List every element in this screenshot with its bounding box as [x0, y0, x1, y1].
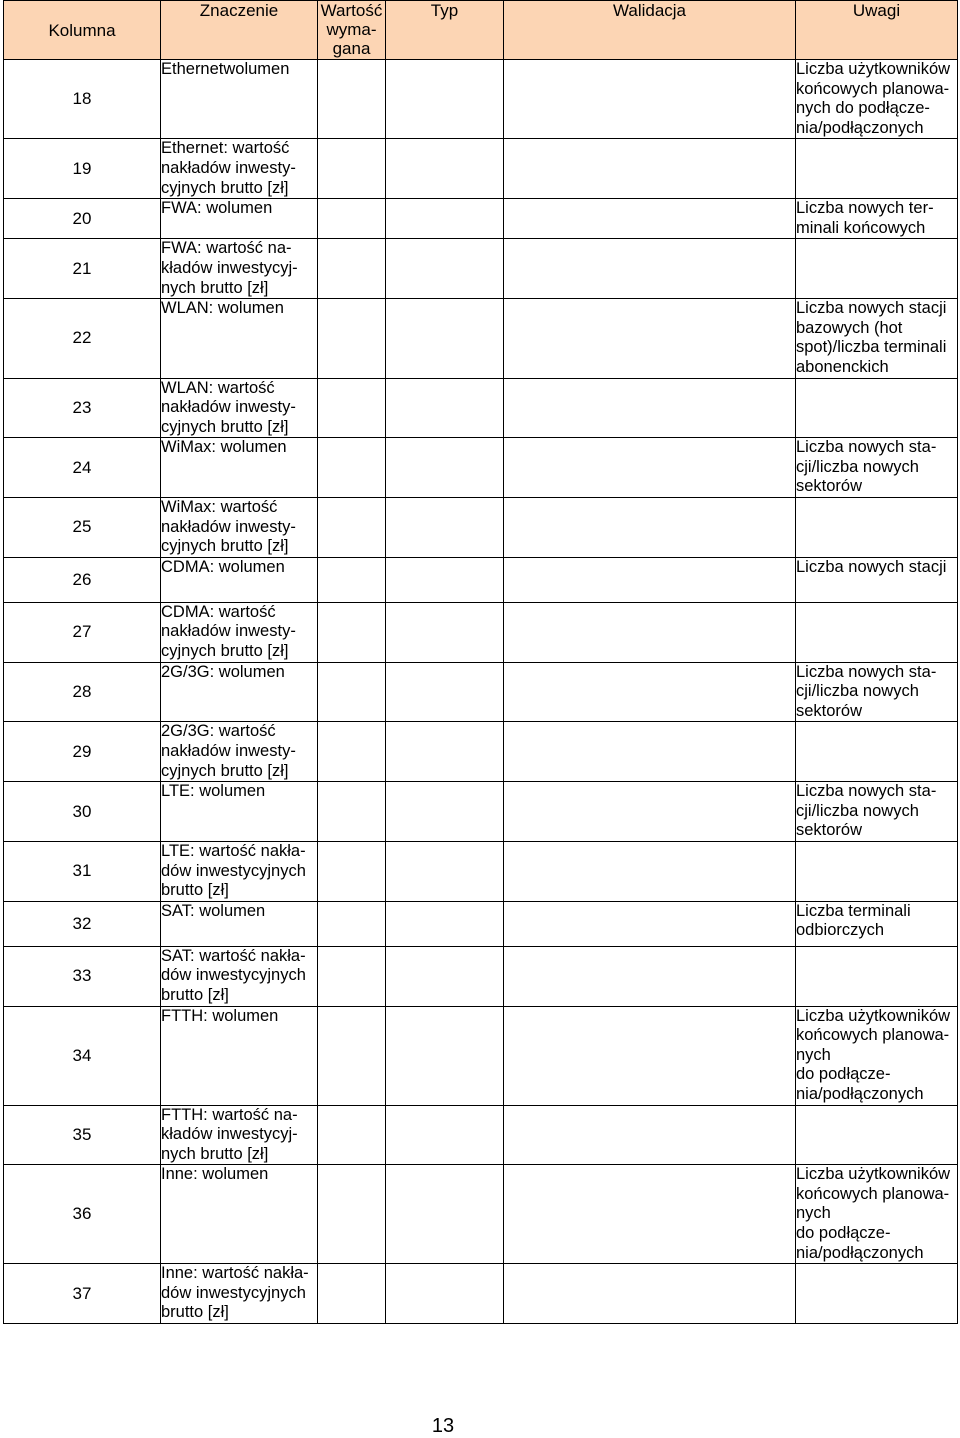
typ-cell [386, 722, 504, 782]
row-number: 35 [4, 1105, 161, 1165]
table-row [4, 662, 958, 722]
walidacja-cell [504, 557, 796, 602]
table-row [4, 1006, 958, 1105]
uwagi-cell: Liczba użytkowników końcowych planowa- nych do podłącze- nia/podłączonych [796, 1165, 958, 1264]
wartosc-cell [318, 662, 386, 722]
wartosc-cell [318, 782, 386, 842]
walidacja-cell [504, 602, 796, 662]
walidacja-cell [504, 139, 796, 199]
uwagi-cell [796, 1105, 958, 1165]
typ-cell [386, 782, 504, 842]
table-row [4, 299, 958, 378]
znaczenie-cell: FTTH: wolumen [161, 1006, 318, 1105]
typ-cell [386, 1264, 504, 1324]
znaczenie-cell: Ethernetwolumen [161, 60, 318, 139]
table-row [4, 1105, 958, 1165]
header-wartosc-wymagana: Wartość wyma- gana [318, 1, 386, 60]
row-number: 32 [4, 901, 161, 946]
header-row [4, 1, 958, 60]
znaczenie-cell: LTE: wartość nakła- dów inwestycyjnych brutto [zł] [161, 841, 318, 901]
row-number: 21 [4, 239, 161, 299]
uwagi-cell: Liczba użytkowników końcowych planowa- nych do podłącze- nia/podłączonych [796, 60, 958, 139]
uwagi-cell: Liczba nowych stacji bazowych (hot spot)/liczba terminali abonenckich [796, 299, 958, 378]
walidacja-cell [504, 299, 796, 378]
table-row [4, 722, 958, 782]
wartosc-cell [318, 299, 386, 378]
uwagi-cell: Liczba użytkowników końcowych planowa- nych do podłącze- nia/podłączonych [796, 1006, 958, 1105]
znaczenie-cell: SAT: wartość nakła- dów inwestycyjnych brutto [zł] [161, 946, 318, 1006]
wartosc-cell [318, 841, 386, 901]
walidacja-cell [504, 199, 796, 239]
wartosc-cell [318, 722, 386, 782]
header-typ: Typ [386, 1, 504, 60]
row-number: 28 [4, 662, 161, 722]
table-row [4, 946, 958, 1006]
table-row [4, 199, 958, 239]
row-number: 20 [4, 199, 161, 239]
wartosc-cell [318, 438, 386, 498]
walidacja-cell [504, 498, 796, 558]
table-row [4, 1264, 958, 1324]
typ-cell [386, 1165, 504, 1264]
table-row [4, 841, 958, 901]
walidacja-cell [504, 841, 796, 901]
header-uwagi: Uwagi [796, 1, 958, 60]
typ-cell [386, 60, 504, 139]
row-number: 25 [4, 498, 161, 558]
row-number: 27 [4, 602, 161, 662]
wartosc-cell [318, 1165, 386, 1264]
wartosc-cell [318, 1105, 386, 1165]
walidacja-cell [504, 662, 796, 722]
uwagi-cell [796, 498, 958, 558]
table-row [4, 782, 958, 842]
znaczenie-cell: CDMA: wartość nakładów inwesty- cyjnych brutto [zł] [161, 602, 318, 662]
header-znaczenie: Znaczenie [161, 1, 318, 60]
wartosc-cell [318, 901, 386, 946]
znaczenie-cell: WiMax: wolumen [161, 438, 318, 498]
table-row [4, 557, 958, 602]
walidacja-cell [504, 60, 796, 139]
row-number: 34 [4, 1006, 161, 1105]
table-row [4, 139, 958, 199]
walidacja-cell [504, 1006, 796, 1105]
uwagi-cell [796, 378, 958, 438]
row-number: 26 [4, 557, 161, 602]
uwagi-cell [796, 239, 958, 299]
row-number: 22 [4, 299, 161, 378]
wartosc-cell [318, 199, 386, 239]
uwagi-cell [796, 1264, 958, 1324]
row-number: 33 [4, 946, 161, 1006]
typ-cell [386, 901, 504, 946]
table-row [4, 60, 958, 139]
row-number: 19 [4, 139, 161, 199]
typ-cell [386, 602, 504, 662]
wartosc-cell [318, 946, 386, 1006]
wartosc-cell [318, 498, 386, 558]
uwagi-cell: Liczba nowych sta- cji/liczba nowych sektorów [796, 782, 958, 842]
wartosc-cell [318, 139, 386, 199]
table-row [4, 438, 958, 498]
walidacja-cell [504, 239, 796, 299]
znaczenie-cell: Inne: wartość nakła- dów inwestycyjnych brutto [zł] [161, 1264, 318, 1324]
row-number: 29 [4, 722, 161, 782]
typ-cell [386, 378, 504, 438]
typ-cell [386, 557, 504, 602]
table-row [4, 602, 958, 662]
row-number: 18 [4, 60, 161, 139]
typ-cell [386, 946, 504, 1006]
uwagi-cell [796, 841, 958, 901]
uwagi-cell: Liczba nowych sta- cji/liczba nowych sektorów [796, 662, 958, 722]
typ-cell [386, 239, 504, 299]
data-table [3, 0, 958, 1324]
row-number: 36 [4, 1165, 161, 1264]
wartosc-cell [318, 602, 386, 662]
page-number: 13 [431, 1415, 455, 1437]
table-row [4, 498, 958, 558]
znaczenie-cell: LTE: wolumen [161, 782, 318, 842]
wartosc-cell [318, 60, 386, 139]
header-walidacja: Walidacja [504, 1, 796, 60]
wartosc-cell [318, 557, 386, 602]
table-row [4, 901, 958, 946]
uwagi-cell [796, 139, 958, 199]
znaczenie-cell: Inne: wolumen [161, 1165, 318, 1264]
walidacja-cell [504, 722, 796, 782]
wartosc-cell [318, 239, 386, 299]
uwagi-cell: Liczba terminali odbiorczych [796, 901, 958, 946]
row-number: 37 [4, 1264, 161, 1324]
znaczenie-cell: 2G/3G: wolumen [161, 662, 318, 722]
znaczenie-cell: CDMA: wolumen [161, 557, 318, 602]
uwagi-cell: Liczba nowych ter- minali końcowych [796, 199, 958, 239]
table-row [4, 1165, 958, 1264]
typ-cell [386, 199, 504, 239]
typ-cell [386, 299, 504, 378]
walidacja-cell [504, 1264, 796, 1324]
header-kolumna: Kolumna [4, 1, 161, 60]
wartosc-cell [318, 1264, 386, 1324]
table-row [4, 378, 958, 438]
typ-cell [386, 841, 504, 901]
table-row [4, 239, 958, 299]
znaczenie-cell: FWA: wolumen [161, 199, 318, 239]
znaczenie-cell: 2G/3G: wartość nakładów inwesty- cyjnych brutto [zł] [161, 722, 318, 782]
znaczenie-cell: Ethernet: wartość nakładów inwesty- cyjnych brutto [zł] [161, 139, 318, 199]
znaczenie-cell: FTTH: wartość na- kładów inwestycyj- nych brutto [zł] [161, 1105, 318, 1165]
typ-cell [386, 1006, 504, 1105]
znaczenie-cell: FWA: wartość na- kładów inwestycyj- nych brutto [zł] [161, 239, 318, 299]
walidacja-cell [504, 378, 796, 438]
walidacja-cell [504, 1165, 796, 1264]
uwagi-cell: Liczba nowych sta- cji/liczba nowych sektorów [796, 438, 958, 498]
row-number: 23 [4, 378, 161, 438]
walidacja-cell [504, 946, 796, 1006]
znaczenie-cell: WLAN: wartość nakładów inwesty- cyjnych brutto [zł] [161, 378, 318, 438]
walidacja-cell [504, 438, 796, 498]
typ-cell [386, 498, 504, 558]
walidacja-cell [504, 1105, 796, 1165]
typ-cell [386, 1105, 504, 1165]
wartosc-cell [318, 378, 386, 438]
typ-cell [386, 438, 504, 498]
typ-cell [386, 662, 504, 722]
wartosc-cell [318, 1006, 386, 1105]
walidacja-cell [504, 782, 796, 842]
uwagi-cell [796, 946, 958, 1006]
znaczenie-cell: WLAN: wolumen [161, 299, 318, 378]
row-number: 24 [4, 438, 161, 498]
table-body [4, 60, 958, 1324]
row-number: 31 [4, 841, 161, 901]
uwagi-cell: Liczba nowych stacji [796, 557, 958, 602]
znaczenie-cell: WiMax: wartość nakładów inwesty- cyjnych brutto [zł] [161, 498, 318, 558]
uwagi-cell [796, 602, 958, 662]
row-number: 30 [4, 782, 161, 842]
uwagi-cell [796, 722, 958, 782]
znaczenie-cell: SAT: wolumen [161, 901, 318, 946]
walidacja-cell [504, 901, 796, 946]
typ-cell [386, 139, 504, 199]
